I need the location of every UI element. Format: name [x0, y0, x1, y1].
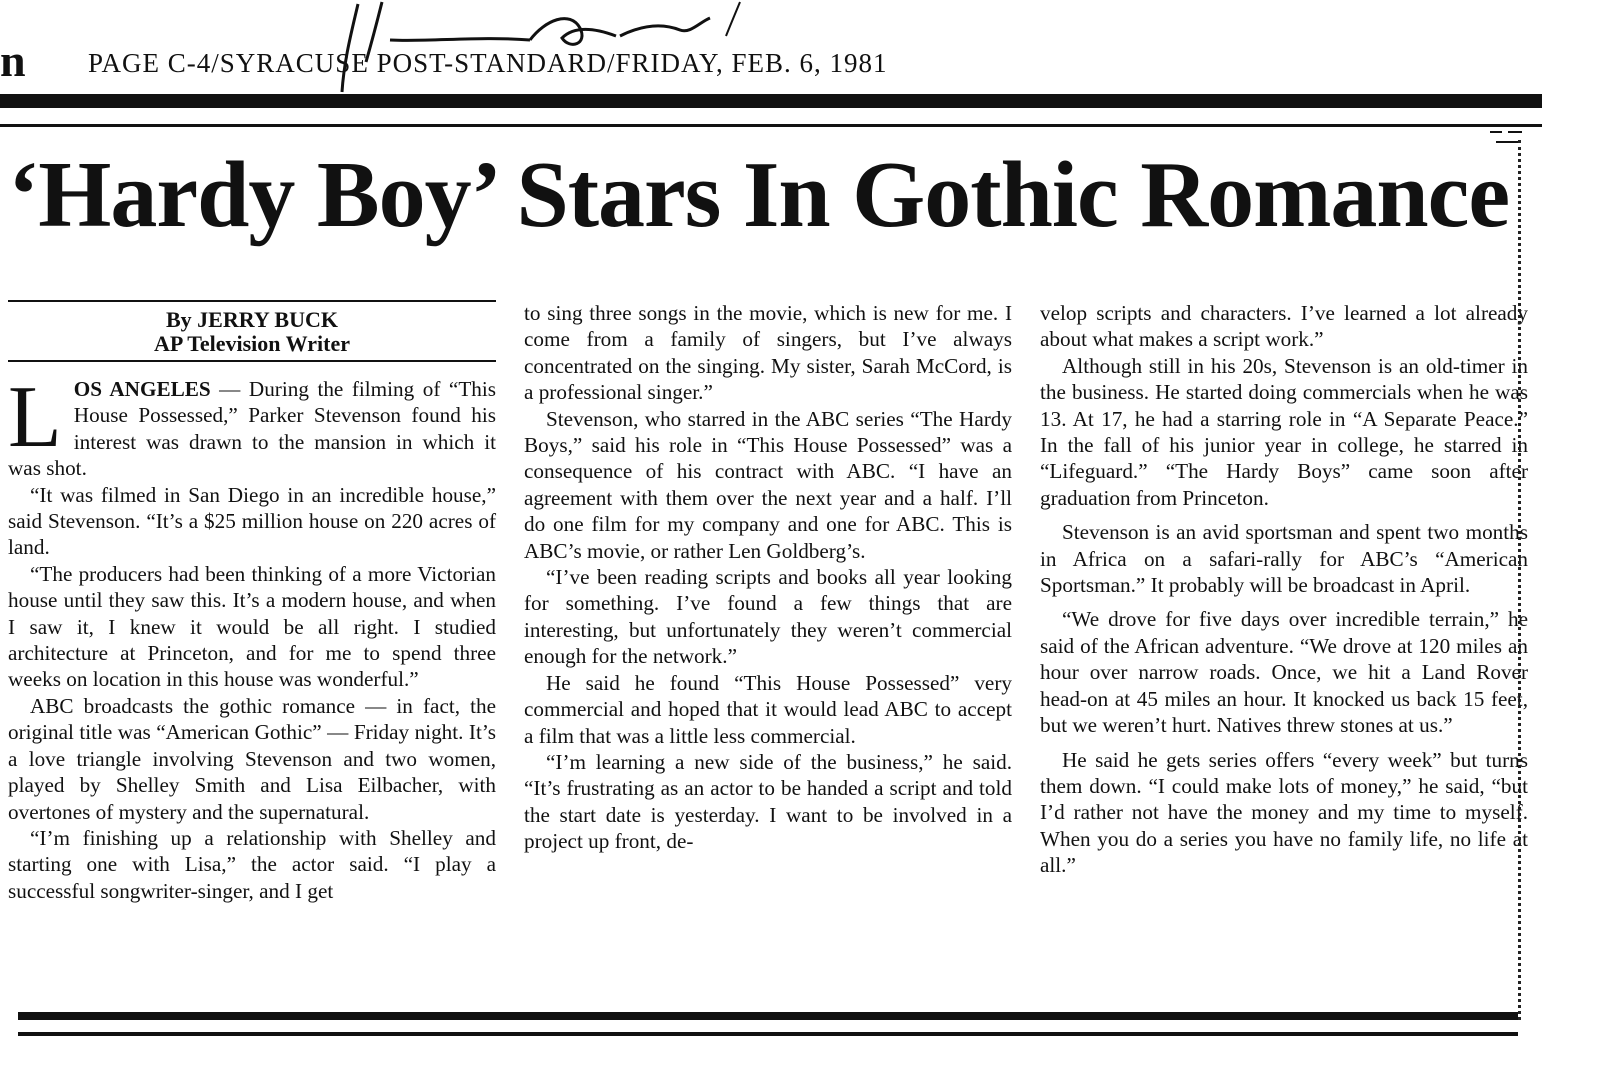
footer-rule-thick — [18, 1012, 1518, 1020]
torn-edge-marks — [1518, 140, 1525, 1020]
header-rule-thick — [0, 94, 1542, 108]
byline-role: AP Television Writer — [154, 331, 350, 356]
article-column-2 — [524, 300, 1012, 855]
cropped-edge-letter: n — [0, 35, 26, 86]
dateline: OS ANGELES — [73, 377, 211, 401]
paragraph: Stevenson is an avid sportsman and spent two months in Africa on a safari-rally for ABC’s “American Sportsman.” It probably will be broadcast in April. — [1040, 520, 1528, 598]
footer-rule-thin — [18, 1032, 1518, 1036]
article-column-1 — [8, 300, 496, 904]
article-column-3 — [1040, 300, 1528, 879]
lead-text: — During the filming of “This House Possessed,” Parker Stevenson found his interest was drawn to the mansion in which it was shot. — [8, 377, 497, 481]
lead-paragraph — [8, 369, 497, 482]
byline-author: By JERRY BUCK — [166, 307, 338, 332]
paragraph: Although still in his 20s, Stevenson is an old-timer in the business. He started doing commercials when he was 13. At 17, he had a starring role in “A Separate Peace.” In the fall of his junior year in college, he starred in “Lifeguard.” “The Hardy Boys” came soon after graduation from Princeton. — [1040, 353, 1528, 510]
page-folio-line: PAGE C-4/SYRACUSE POST-STANDARD/FRIDAY, FEB. 6, 1981 — [88, 48, 888, 78]
paragraph: ABC broadcasts the gothic romance — in fact, the original title was “American Gothic” — Friday night. It’s a love triangle involving Stevenson and two women, played by Shelley Smith and Lisa Eilbacher, with overtones of mystery and the supernatural. — [8, 693, 496, 824]
paragraph: “The producers had been thinking of a more Victorian house until they saw this. It’s a modern house, and when I saw it, I knew it would be all right. I studied architecture at Princeton, and for me to spend three weeks on location in this house was wonderful.” — [8, 561, 496, 692]
paragraph: velop scripts and characters. I’ve learned a lot already about what makes a script work.” — [1040, 301, 1528, 352]
paragraph: Stevenson, who starred in the ABC series “The Hardy Boys,” said his role in “This House Possessed” was a consequence of his contract with ABC. “I have an agreement with them over the next year and a half. I’ll do one film for my company and one for ABC. This is ABC’s movie, or rather Len Goldberg’s. — [524, 406, 1012, 563]
paragraph: “I’m learning a new side of the business,” he said. “It’s frustrating as an actor to be handed a script and told the start date is yesterday. I want to be involved in a project up front, de- — [524, 749, 1012, 854]
paragraph: “I’ve been reading scripts and books all year looking for something. I’ve found a few things that are interesting, but unfortunately they weren’t commercial enough for the network.” — [524, 565, 1012, 669]
paragraph: He said he gets series offers “every week” but turns them down. “I could make lots of money,” he said, “but I’d rather not have the money and my time to myself. When you do a series you have no family life, no life at all.” — [1040, 747, 1528, 878]
header-rule-thin — [0, 124, 1542, 127]
paragraph: “It was filmed in San Diego in an incredible house,” said Stevenson. “It’s a $25 million house on 220 acres of land. — [8, 482, 496, 560]
handwritten-signature — [330, 0, 770, 100]
paragraph: to sing three songs in the movie, which is new for me. I come from a family of singers, but I’ve always concentrated on the singing. My sister, Sarah McCord, is a professional singer.” — [524, 301, 1012, 405]
drop-cap: L — [8, 369, 62, 466]
paragraph: “I’m finishing up a relationship with Shelley and starting one with Lisa,” the actor said. “I play a successful songwriter-singer, and I get — [8, 825, 496, 903]
byline — [8, 300, 496, 362]
paragraph: He said he found “This House Possessed” very commercial and hoped that it would lead ABC to accept a film that was a little less commercial. — [524, 670, 1012, 748]
article-headline: ‘Hardy Boy’ Stars In Gothic Romance — [8, 143, 1510, 247]
paragraph: “We drove for five days over incredible terrain,” he said of the African adventure. “We drove at 120 miles an hour over narrow roads. Once, we hit a Land Rover head-on at 45 miles an hour. It knocked us back 15 feet, but we weren’t hurt. Natives threw stones at us.” — [1040, 607, 1528, 738]
